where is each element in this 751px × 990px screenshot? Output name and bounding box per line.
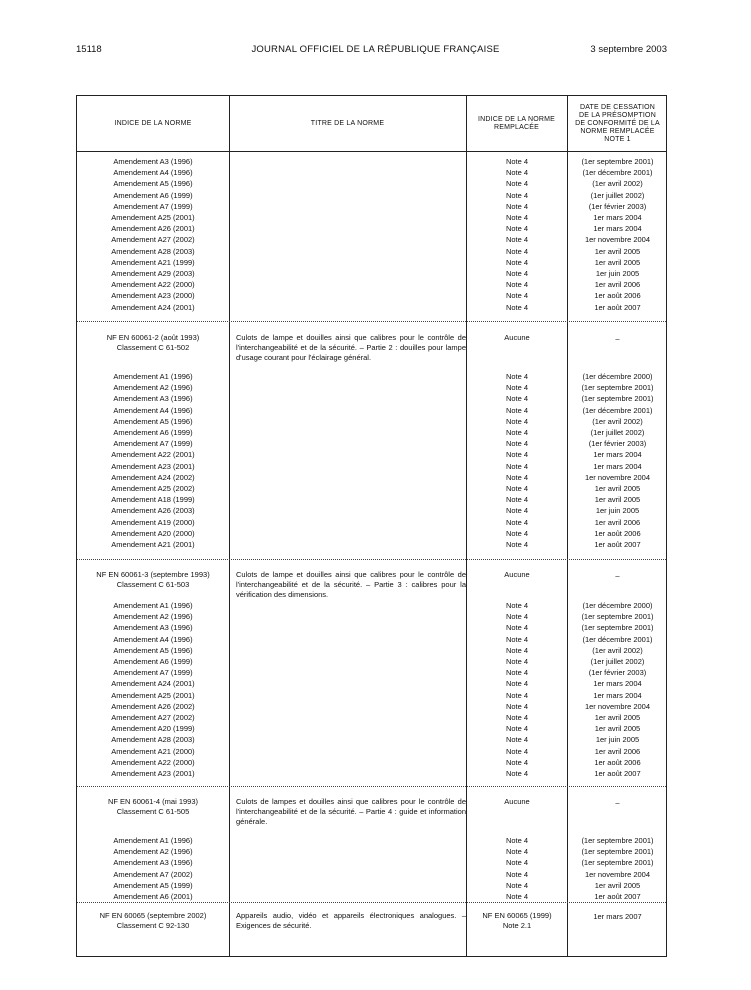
amendment-cessation-date: 1er mars 2004	[593, 224, 642, 234]
amendment-replaced: Note 4	[505, 713, 529, 722]
amendment-cessation-date: (1er avril 2002)	[592, 179, 643, 189]
amendment-replaced: Note 4	[505, 269, 529, 278]
amendment-replaced: Note 4	[505, 224, 529, 234]
amendment-index: Amendement A1 (1996)	[113, 601, 193, 610]
amendment-cessation-date: 1er juin 2005	[595, 269, 640, 278]
amendment-replaced: Note 4	[505, 506, 529, 516]
amendment-index: Amendement A24 (2002)	[111, 472, 195, 482]
amendment-replaced: Note 4	[505, 439, 529, 449]
amendment-index: Amendement A28 (2003)	[111, 246, 195, 256]
amendment-cessation-date: 1er août 2007	[594, 769, 641, 778]
amendment-index: Amendement A3 (1996)	[113, 623, 193, 633]
standard-title: Culots de lampe et douilles ainsi que calibres pour le contrôle de l'interchangeabilité et de la sécurité. – Partie 3 : calibres pour la vérification des dimensions.	[236, 570, 466, 600]
amendment-replaced: Note 4	[505, 623, 529, 633]
amendment-index: Amendement A24 (2001)	[111, 302, 195, 312]
amendment-cessation-date: 1er novembre 2004	[584, 701, 651, 711]
amendment-replaced: Note 4	[505, 179, 529, 189]
amendment-replaced: Note 4	[505, 302, 529, 312]
amendment-replaced: Note 4	[505, 372, 529, 381]
amendment-replaced: Note 4	[505, 540, 529, 549]
amendment-replaced: Note 4	[505, 836, 529, 845]
amendment-index: Amendement A5 (1996)	[113, 416, 193, 426]
amendment-replaced: Note 4	[505, 257, 529, 267]
amendment-replaced: Note 4	[505, 645, 529, 655]
amendment-index: Amendement A22 (2000)	[111, 280, 195, 290]
amendment-cessation-date: 1er avril 2006	[594, 746, 641, 756]
amendment-cessation-date: (1er septembre 2001)	[581, 612, 654, 622]
amendment-index: Amendement A24 (2001)	[111, 679, 195, 689]
standard-index: Classement C 92-130	[116, 920, 190, 930]
amendment-cessation-date: (1er février 2003)	[588, 439, 647, 449]
column-divider	[229, 96, 230, 956]
amendment-index: Amendement A5 (1996)	[113, 645, 193, 655]
page-number: 15118	[76, 44, 102, 55]
standard-index: NF EN 60061-3 (septembre 1993)	[96, 570, 210, 579]
amendment-cessation-date: 1er mars 2004	[593, 450, 642, 460]
amendment-index: Amendement A2 (1996)	[113, 847, 193, 857]
amendment-replaced: Note 4	[505, 757, 529, 767]
amendment-cessation-date: (1er décembre 2001)	[582, 405, 653, 415]
amendment-cessation-date: (1er décembre 2001)	[582, 168, 653, 178]
amendment-replaced: Note 4	[505, 168, 529, 178]
amendment-index: Amendement A6 (1999)	[113, 657, 193, 666]
amendment-index: Amendement A1 (1996)	[113, 372, 193, 381]
amendment-replaced: Note 4	[505, 880, 529, 890]
amendment-index: Amendement A3 (1996)	[113, 858, 193, 868]
amendment-index: Amendement A7 (1999)	[113, 201, 193, 211]
amendment-index: Amendement A4 (1996)	[113, 168, 193, 178]
header-titre: TITRE DE LA NORME	[310, 119, 385, 127]
amendment-replaced: Note 4	[505, 280, 529, 290]
amendment-index: Amendement A1 (1996)	[113, 836, 193, 845]
standard-title: Culots de lampes et douilles ainsi que calibres pour le contrôle de l'interchangeabilité et de la sécurité. – Partie 4 : guide et information générale.	[236, 797, 466, 827]
amendment-cessation-date: (1er septembre 2001)	[581, 836, 654, 845]
amendment-replaced: Note 4	[505, 634, 529, 644]
amendment-index: Amendement A3 (1996)	[113, 394, 193, 404]
header-rule	[77, 151, 666, 152]
amendment-cessation-date: 1er mars 2004	[593, 213, 642, 222]
replaced-standard: Aucune	[504, 797, 530, 806]
amendment-replaced: Note 4	[505, 668, 529, 678]
amendment-replaced: Note 4	[505, 735, 529, 745]
amendment-replaced: Note 4	[505, 157, 529, 166]
amendment-replaced: Note 4	[505, 394, 529, 404]
amendment-replaced: Note 4	[505, 461, 529, 471]
amendment-index: Amendement A23 (2000)	[111, 291, 195, 301]
amendment-cessation-date: (1er juillet 2002)	[590, 657, 645, 666]
amendment-replaced: Note 4	[505, 701, 529, 711]
amendment-cessation-date: 1er avril 2005	[594, 484, 641, 493]
amendment-cessation-date: (1er avril 2002)	[592, 645, 643, 655]
amendment-replaced: Note 4	[505, 724, 529, 734]
amendment-index: Amendement A28 (2003)	[111, 735, 195, 745]
amendment-cessation-date: (1er septembre 2001)	[581, 394, 654, 404]
amendment-index: Amendement A21 (2000)	[111, 746, 195, 756]
standard-index: Classement C 61-502	[116, 342, 190, 352]
publication-date: 3 septembre 2003	[590, 44, 667, 55]
amendment-cessation-date: 1er août 2007	[594, 540, 641, 549]
amendment-cessation-date: 1er juin 2005	[595, 735, 640, 745]
amendment-replaced: Note 4	[505, 769, 529, 778]
amendment-replaced: Note 4	[505, 246, 529, 256]
amendment-index: Amendement A7 (1999)	[113, 439, 193, 449]
cessation-date: –	[615, 571, 620, 580]
amendment-cessation-date: 1er août 2007	[594, 892, 641, 901]
amendment-cessation-date: (1er septembre 2001)	[581, 858, 654, 868]
amendment-index: Amendement A22 (2000)	[111, 757, 195, 767]
amendment-replaced: Note 4	[505, 383, 529, 393]
standard-index: Classement C 61-503	[116, 579, 190, 589]
amendment-replaced: Note 4	[505, 847, 529, 857]
amendment-index: Amendement A7 (1999)	[113, 668, 193, 678]
amendment-index: Amendement A25 (2001)	[111, 213, 195, 222]
amendment-index: Amendement A5 (1999)	[113, 880, 193, 890]
amendment-index: Amendement A20 (2000)	[111, 528, 195, 538]
amendment-index: Amendement A4 (1996)	[113, 634, 193, 644]
amendment-index: Amendement A4 (1996)	[113, 405, 193, 415]
amendment-cessation-date: 1er août 2006	[594, 291, 641, 301]
amendment-index: Amendement A27 (2002)	[111, 235, 195, 245]
standards-table	[76, 95, 667, 957]
cessation-date: 1er mars 2007	[593, 912, 642, 921]
amendment-replaced: Note 4	[505, 746, 529, 756]
amendment-replaced: Note 4	[505, 190, 529, 200]
page-header	[0, 44, 751, 58]
amendment-cessation-date: 1er novembre 2004	[584, 235, 651, 245]
amendment-replaced: Note 4	[505, 858, 529, 868]
amendment-index: Amendement A26 (2001)	[111, 224, 195, 234]
header-cessation: DATE DE CESSATION DE LA PRÉSOMPTION DE CONFORMITÉ DE LA NORME REMPLACÉE NOTE 1	[575, 103, 660, 143]
amendment-replaced: Note 4	[505, 235, 529, 245]
replaced-standard: Aucune	[504, 570, 530, 579]
amendment-replaced: Note 4	[505, 657, 529, 666]
amendment-index: Amendement A6 (2001)	[113, 892, 193, 901]
amendment-cessation-date: (1er décembre 2000)	[582, 601, 653, 610]
amendment-cessation-date: 1er avril 2006	[594, 517, 641, 527]
amendment-cessation-date: (1er juillet 2002)	[590, 190, 645, 200]
amendment-index: Amendement A21 (2001)	[111, 540, 195, 549]
section-separator	[77, 321, 666, 322]
amendment-replaced: Note 4	[505, 528, 529, 538]
amendment-cessation-date: 1er avril 2005	[594, 246, 641, 256]
amendment-replaced: Note 4	[505, 517, 529, 527]
amendment-replaced: Note 4	[505, 612, 529, 622]
amendment-replaced: Note 4	[505, 416, 529, 426]
amendment-replaced: Note 4	[505, 213, 529, 222]
amendment-cessation-date: 1er août 2006	[594, 528, 641, 538]
amendment-replaced: Note 4	[505, 405, 529, 415]
amendment-cessation-date: 1er avril 2006	[594, 280, 641, 290]
amendment-index: Amendement A25 (2002)	[111, 484, 195, 493]
amendment-index: Amendement A6 (1999)	[113, 428, 193, 437]
amendment-index: Amendement A7 (2002)	[113, 869, 193, 879]
header-indice: INDICE DE LA NORME	[114, 119, 192, 127]
amendment-replaced: Note 4	[505, 428, 529, 437]
amendment-cessation-date: (1er juillet 2002)	[590, 428, 645, 437]
amendment-replaced: Note 4	[505, 690, 529, 700]
amendment-index: Amendement A6 (1999)	[113, 190, 193, 200]
replaced-standard: Aucune	[504, 333, 530, 342]
amendment-cessation-date: (1er septembre 2001)	[581, 157, 654, 166]
section-separator	[77, 559, 666, 560]
amendment-cessation-date: (1er décembre 2001)	[582, 634, 653, 644]
amendment-cessation-date: 1er août 2006	[594, 757, 641, 767]
replaced-standard: NF EN 60065 (1999) Note 2.1	[482, 911, 552, 930]
amendment-cessation-date: (1er septembre 2001)	[581, 383, 654, 393]
standard-index: NF EN 60061-4 (mai 1993)	[107, 797, 199, 806]
header-remplacee: INDICE DE LA NORME REMPLACÉE	[477, 115, 556, 131]
amendment-index: Amendement A25 (2001)	[111, 690, 195, 700]
amendment-cessation-date: 1er mars 2004	[593, 461, 642, 471]
amendment-replaced: Note 4	[505, 291, 529, 301]
amendment-cessation-date: 1er avril 2005	[594, 495, 641, 505]
amendment-index: Amendement A27 (2002)	[111, 713, 195, 722]
amendment-index: Amendement A18 (1999)	[111, 495, 195, 505]
amendment-index: Amendement A26 (2003)	[111, 506, 195, 516]
amendment-index: Amendement A3 (1996)	[113, 157, 193, 166]
section-separator	[77, 786, 666, 787]
amendment-cessation-date: (1er septembre 2001)	[581, 623, 654, 633]
amendment-cessation-date: 1er août 2007	[594, 302, 641, 312]
amendment-cessation-date: 1er avril 2005	[594, 724, 641, 734]
amendment-cessation-date: 1er novembre 2004	[584, 472, 651, 482]
amendment-replaced: Note 4	[505, 601, 529, 610]
amendment-replaced: Note 4	[505, 495, 529, 505]
amendment-replaced: Note 4	[505, 472, 529, 482]
amendment-cessation-date: (1er septembre 2001)	[581, 847, 654, 857]
amendment-index: Amendement A2 (1996)	[113, 612, 193, 622]
amendment-replaced: Note 4	[505, 450, 529, 460]
cessation-date: –	[615, 334, 620, 343]
standard-index: Classement C 61-505	[116, 806, 190, 816]
amendment-replaced: Note 4	[505, 679, 529, 689]
amendment-index: Amendement A29 (2003)	[111, 269, 195, 278]
journal-title: JOURNAL OFFICIEL DE LA RÉPUBLIQUE FRANÇAISE	[251, 44, 500, 55]
amendment-cessation-date: 1er avril 2005	[594, 713, 641, 722]
amendment-replaced: Note 4	[505, 869, 529, 879]
amendment-replaced: Note 4	[505, 892, 529, 901]
standard-title: Culots de lampe et douilles ainsi que calibres pour le contrôle de l'interchangeabilité et de la sécurité. – Partie 2 : douilles pour lampe d'usage courant pour l'éclairage général.	[236, 333, 466, 363]
amendment-cessation-date: 1er avril 2005	[594, 880, 641, 890]
amendment-index: Amendement A23 (2001)	[111, 461, 195, 471]
amendment-cessation-date: (1er février 2003)	[588, 201, 647, 211]
standard-index: NF EN 60061-2 (août 1993)	[106, 333, 200, 342]
amendment-cessation-date: 1er mars 2004	[593, 690, 642, 700]
amendment-cessation-date: 1er avril 2005	[594, 257, 641, 267]
amendment-index: Amendement A22 (2001)	[111, 450, 195, 460]
amendment-replaced: Note 4	[505, 484, 529, 493]
amendment-cessation-date: (1er avril 2002)	[592, 416, 643, 426]
standard-title: Appareils audio, vidéo et appareils électroniques analogues. – Exigences de sécurité.	[236, 911, 466, 931]
amendment-cessation-date: (1er février 2003)	[588, 668, 647, 678]
amendment-cessation-date: 1er mars 2004	[593, 679, 642, 689]
amendment-index: Amendement A23 (2001)	[111, 769, 195, 778]
amendment-cessation-date: (1er décembre 2000)	[582, 372, 653, 381]
amendment-index: Amendement A5 (1996)	[113, 179, 193, 189]
amendment-index: Amendement A26 (2002)	[111, 701, 195, 711]
cessation-date: –	[615, 798, 620, 807]
amendment-index: Amendement A19 (2000)	[111, 517, 195, 527]
amendment-replaced: Note 4	[505, 201, 529, 211]
amendment-index: Amendement A2 (1996)	[113, 383, 193, 393]
amendment-cessation-date: 1er novembre 2004	[584, 869, 651, 879]
amendment-index: Amendement A21 (1999)	[111, 257, 195, 267]
amendment-index: Amendement A20 (1999)	[111, 724, 195, 734]
standard-index: NF EN 60065 (septembre 2002)	[99, 911, 207, 920]
amendment-cessation-date: 1er juin 2005	[595, 506, 640, 516]
